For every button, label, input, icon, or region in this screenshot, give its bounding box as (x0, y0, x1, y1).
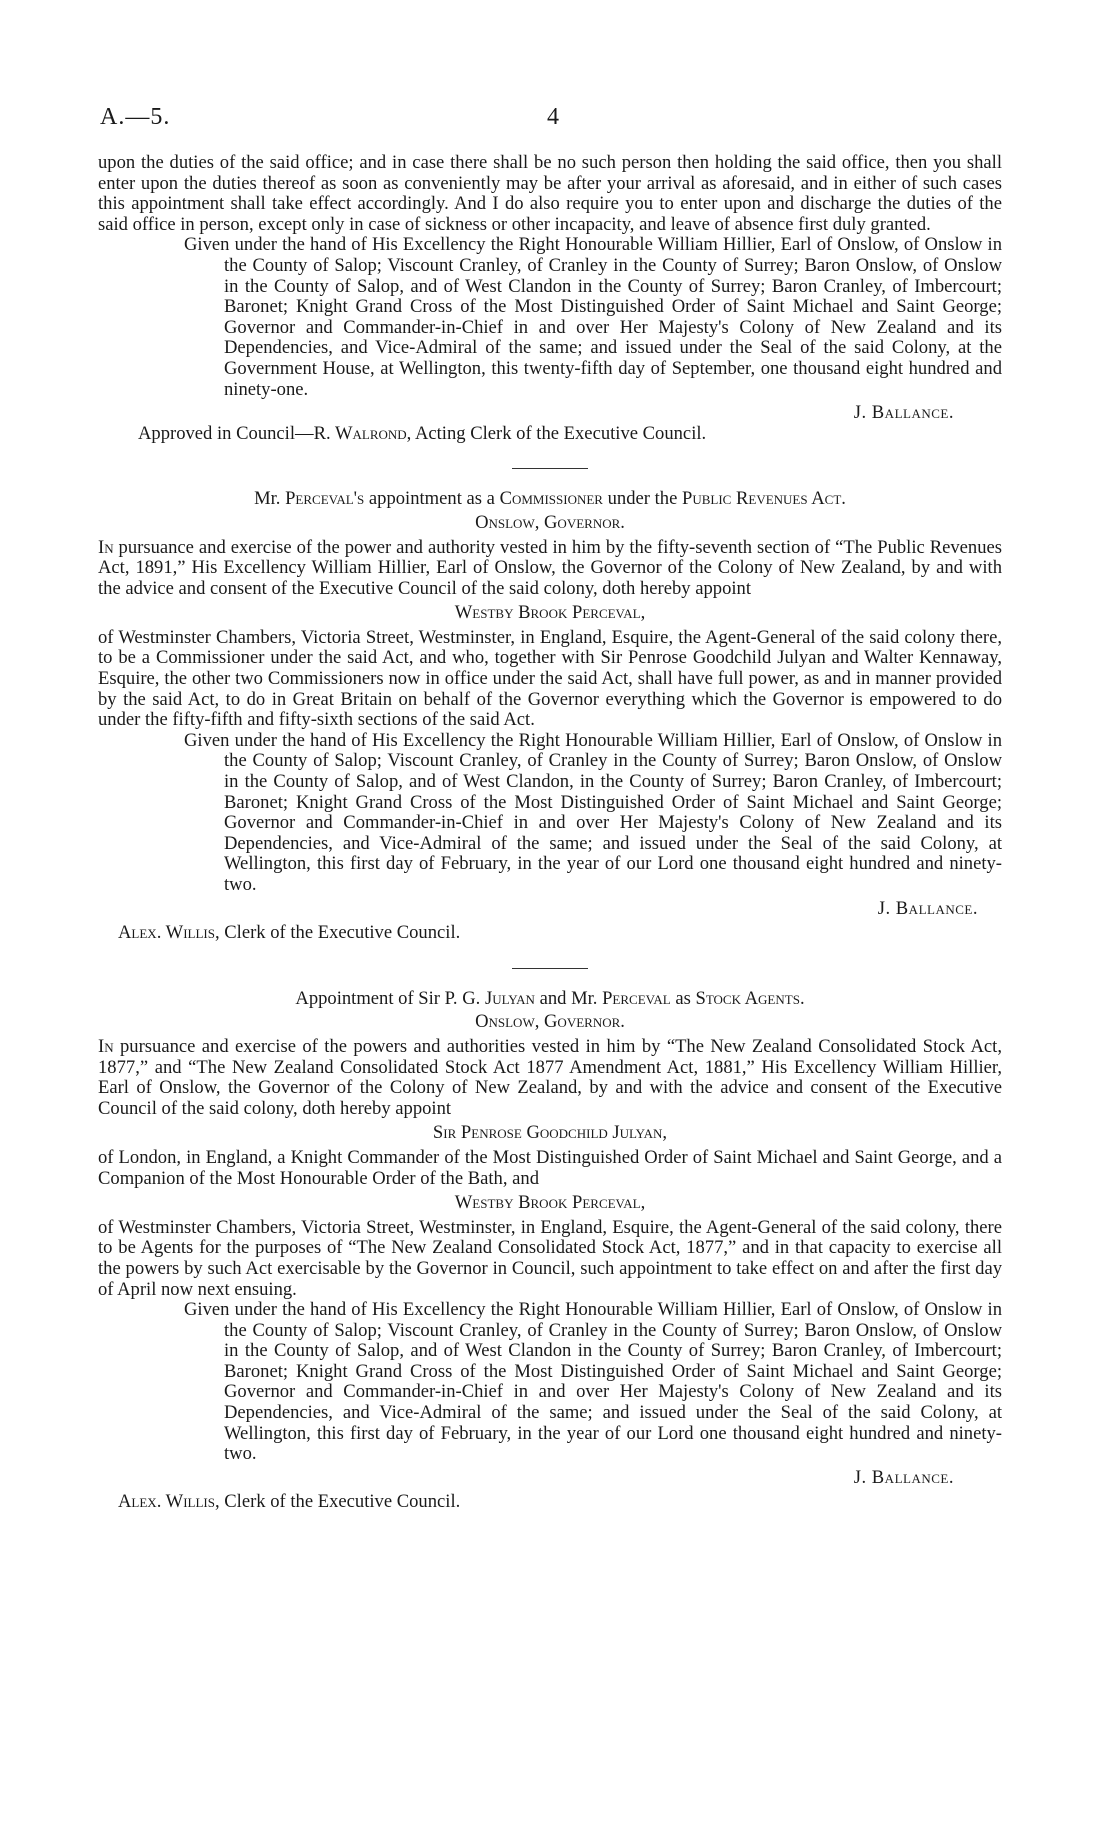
pursuance-paragraph (98, 538, 1002, 600)
pursuance-text: pursuance and exercise of the power and authority vested in him by the fifty-seventh section of “The Public Revenues Act, 1891,” His Excellency William Hillier, Earl of Onslow, the Governor of the Colony of New Zealand, by and with the advice and consent of the Executive Council of the said colony, doth hereby appoint (98, 536, 1002, 599)
title-part: under the (602, 488, 682, 510)
title-part: Perceval (602, 987, 671, 1009)
title-part: Public Revenues Act (681, 488, 842, 510)
governor-line: Onslow, Governor. (475, 1011, 625, 1033)
appointee-name: Westby Brook Perceval, (454, 602, 646, 624)
page-content (98, 153, 1002, 1513)
section-divider-1 (512, 468, 588, 469)
page-number: 4 (547, 104, 559, 130)
title-part: Julyan (484, 987, 535, 1009)
section-divider-2 (512, 968, 588, 969)
page-header (100, 104, 1100, 138)
signature-2: J. Ballance. (877, 897, 978, 919)
title-part: as (670, 987, 696, 1009)
given-under-hand-3: Given under the hand of His Excellency the Right Honourable William Hillier, Earl of Onslow, of Onslow in the County of Salop; Viscount Cranley, of Cranley in the County of Surrey; Baron Onslow, of Onslow in the County of Salop, and of West Clandon in the County of Surrey; Baron Cranley, of Imbercourt; Baronet; Knight Grand Cross of the Most Distinguished Order of Saint Michael and Saint George; Governor and Commander-in-Chief in and over Her Majesty's Colony of New Zealand and its Dependencies, and Vice-Admiral of the same; and issued under the Seal of the said Colony, at Wellington, this first day of February, in the year of our Lord one thousand eight hundred and ninety-two. (184, 1299, 1002, 1465)
appointment-details: of Westminster Chambers, Victoria Street, Westminster, in England, Esquire, the Agent-General of the said colony, there to be Agents for the purposes of “The New Zealand Consolidated Stock Act, 1877,” and in that capacity to exercise all the powers by such Act exercisable by the Governor in Council, such appointment to take effect on and after the first day of April now next ensuing. (98, 1216, 1002, 1300)
clerk-line-2 (118, 1492, 1002, 1513)
title-part: appointment as a (364, 488, 500, 510)
document-reference: A.—5. (100, 104, 171, 130)
title-part: Perceval's (285, 488, 365, 510)
title-part: . (841, 488, 846, 510)
title-part: Mr. (254, 488, 286, 510)
signature-3: J. Ballance. (853, 1466, 954, 1488)
title-part: Appointment of Sir P. G. (295, 987, 485, 1009)
title-part: Stock Agents (695, 987, 800, 1009)
approver-title: , Acting Clerk of the Executive Council. (406, 422, 707, 444)
appointment-details: of Westminster Chambers, Victoria Street, Westminster, in England, Esquire, the Agent-General of the said colony there, to be a Commissioner under the said Act, and who, together with Sir Penrose Goodchild Julyan and Walter Kennaway, Esquire, the other two Commissioners now in office under the said Act, shall have full power, as and in manner provided by the said Act, to do in Great Britain on behalf of the Governor everything which the Governor is empowered to do under the fifty-fifth and fifty-sixth sections of the said Act. (98, 626, 1002, 731)
lead-word: In (98, 536, 114, 558)
appointee-name: Westby Brook Perceval, (454, 1192, 646, 1214)
approver-name: R. Walrond (313, 422, 407, 444)
clerk-line-1 (118, 923, 1002, 944)
lead-word: In (98, 1035, 114, 1057)
approved-in-council (138, 424, 1002, 445)
given-under-hand-1: Given under the hand of His Excellency the Right Honourable William Hillier, Earl of Onslow, of Onslow in the County of Salop; Viscount Cranley, of Cranley in the County of Surrey; Baron Onslow, of Onslow in the County of Salop, and of West Clandon in the County of Surrey; Baron Cranley, of Imbercourt; Baronet; Knight Grand Cross of the Most Distinguished Order of Saint Michael and Saint George; Governor and Commander-in-Chief in and over Her Majesty's Colony of New Zealand and its Dependencies, and Vice-Admiral of the same; and issued under the Seal of the said Colony, at the Government House, at Wellington, this twenty-fifth day of September, one thousand eight hundred and ninety-one. (184, 234, 1002, 400)
clerk-name: Alex. Willis (118, 922, 215, 944)
signature-1: J. Ballance. (853, 402, 954, 424)
title-part: Commissioner (499, 488, 603, 510)
clerk-name: Alex. Willis (118, 1491, 215, 1513)
clerk-title: , Clerk of the Executive Council. (214, 1491, 461, 1513)
pursuance-paragraph (98, 1037, 1002, 1119)
clerk-title: , Clerk of the Executive Council. (214, 922, 461, 944)
appointee-name: Sir Penrose Goodchild Julyan, (432, 1122, 668, 1144)
section-title-stock-agents (98, 989, 1002, 1010)
approved-prefix: Approved in Council— (138, 422, 314, 444)
governor-line: Onslow, Governor. (475, 511, 625, 533)
section-title-commissioner (98, 489, 1002, 510)
pursuance-text: pursuance and exercise of the powers and authorities vested in him by “The New Zealand Consolidated Stock Act, 1877,” and “The New Zealand Consolidated Stock Act 1877 Amendment Act, 1881,” His Excellency William Hillier, Earl of Onslow, the Governor of the Colony of New Zealand, by and with the advice and consent of the Executive Council of the said colony, doth hereby appoint (98, 1035, 1002, 1119)
given-under-hand-2: Given under the hand of His Excellency the Right Honourable William Hillier, Earl of Onslow, of Onslow in the County of Salop; Viscount Cranley, of Cranley in the County of Surrey; Baron Onslow, of Onslow in the County of Salop, and of West Clandon, in the County of Surrey; Baron Cranley, of Imbercourt; Baronet; Knight Grand Cross of the Most Distinguished Order of Saint Michael and Saint George; Governor and Commander-in-Chief in and over Her Majesty's Colony of New Zealand and its Dependencies, and Vice-Admiral of the same; and issued under the Seal of the said Colony, at Wellington, this first day of February, in the year of our Lord one thousand eight hundred and ninety-two. (184, 729, 1002, 895)
title-part: . (799, 987, 805, 1009)
continuation-paragraph: upon the duties of the said office; and in case there shall be no such person then holding the said office, then you shall enter upon the duties thereof as soon as conveniently may be after your arrival as aforesaid, and in either of such cases this appointment shall take effect accordingly. And I do also require you to enter upon and discharge the duties of the said office in person, except only in case of sickness or other incapacity, and leave of absence first duly granted. (98, 152, 1002, 235)
title-part: and Mr. (534, 987, 603, 1009)
appointee-details: of London, in England, a Knight Commander of the Most Distinguished Order of Saint Michael and Saint George, and a Companion of the Most Honourable Order of the Bath, and (98, 1146, 1002, 1189)
